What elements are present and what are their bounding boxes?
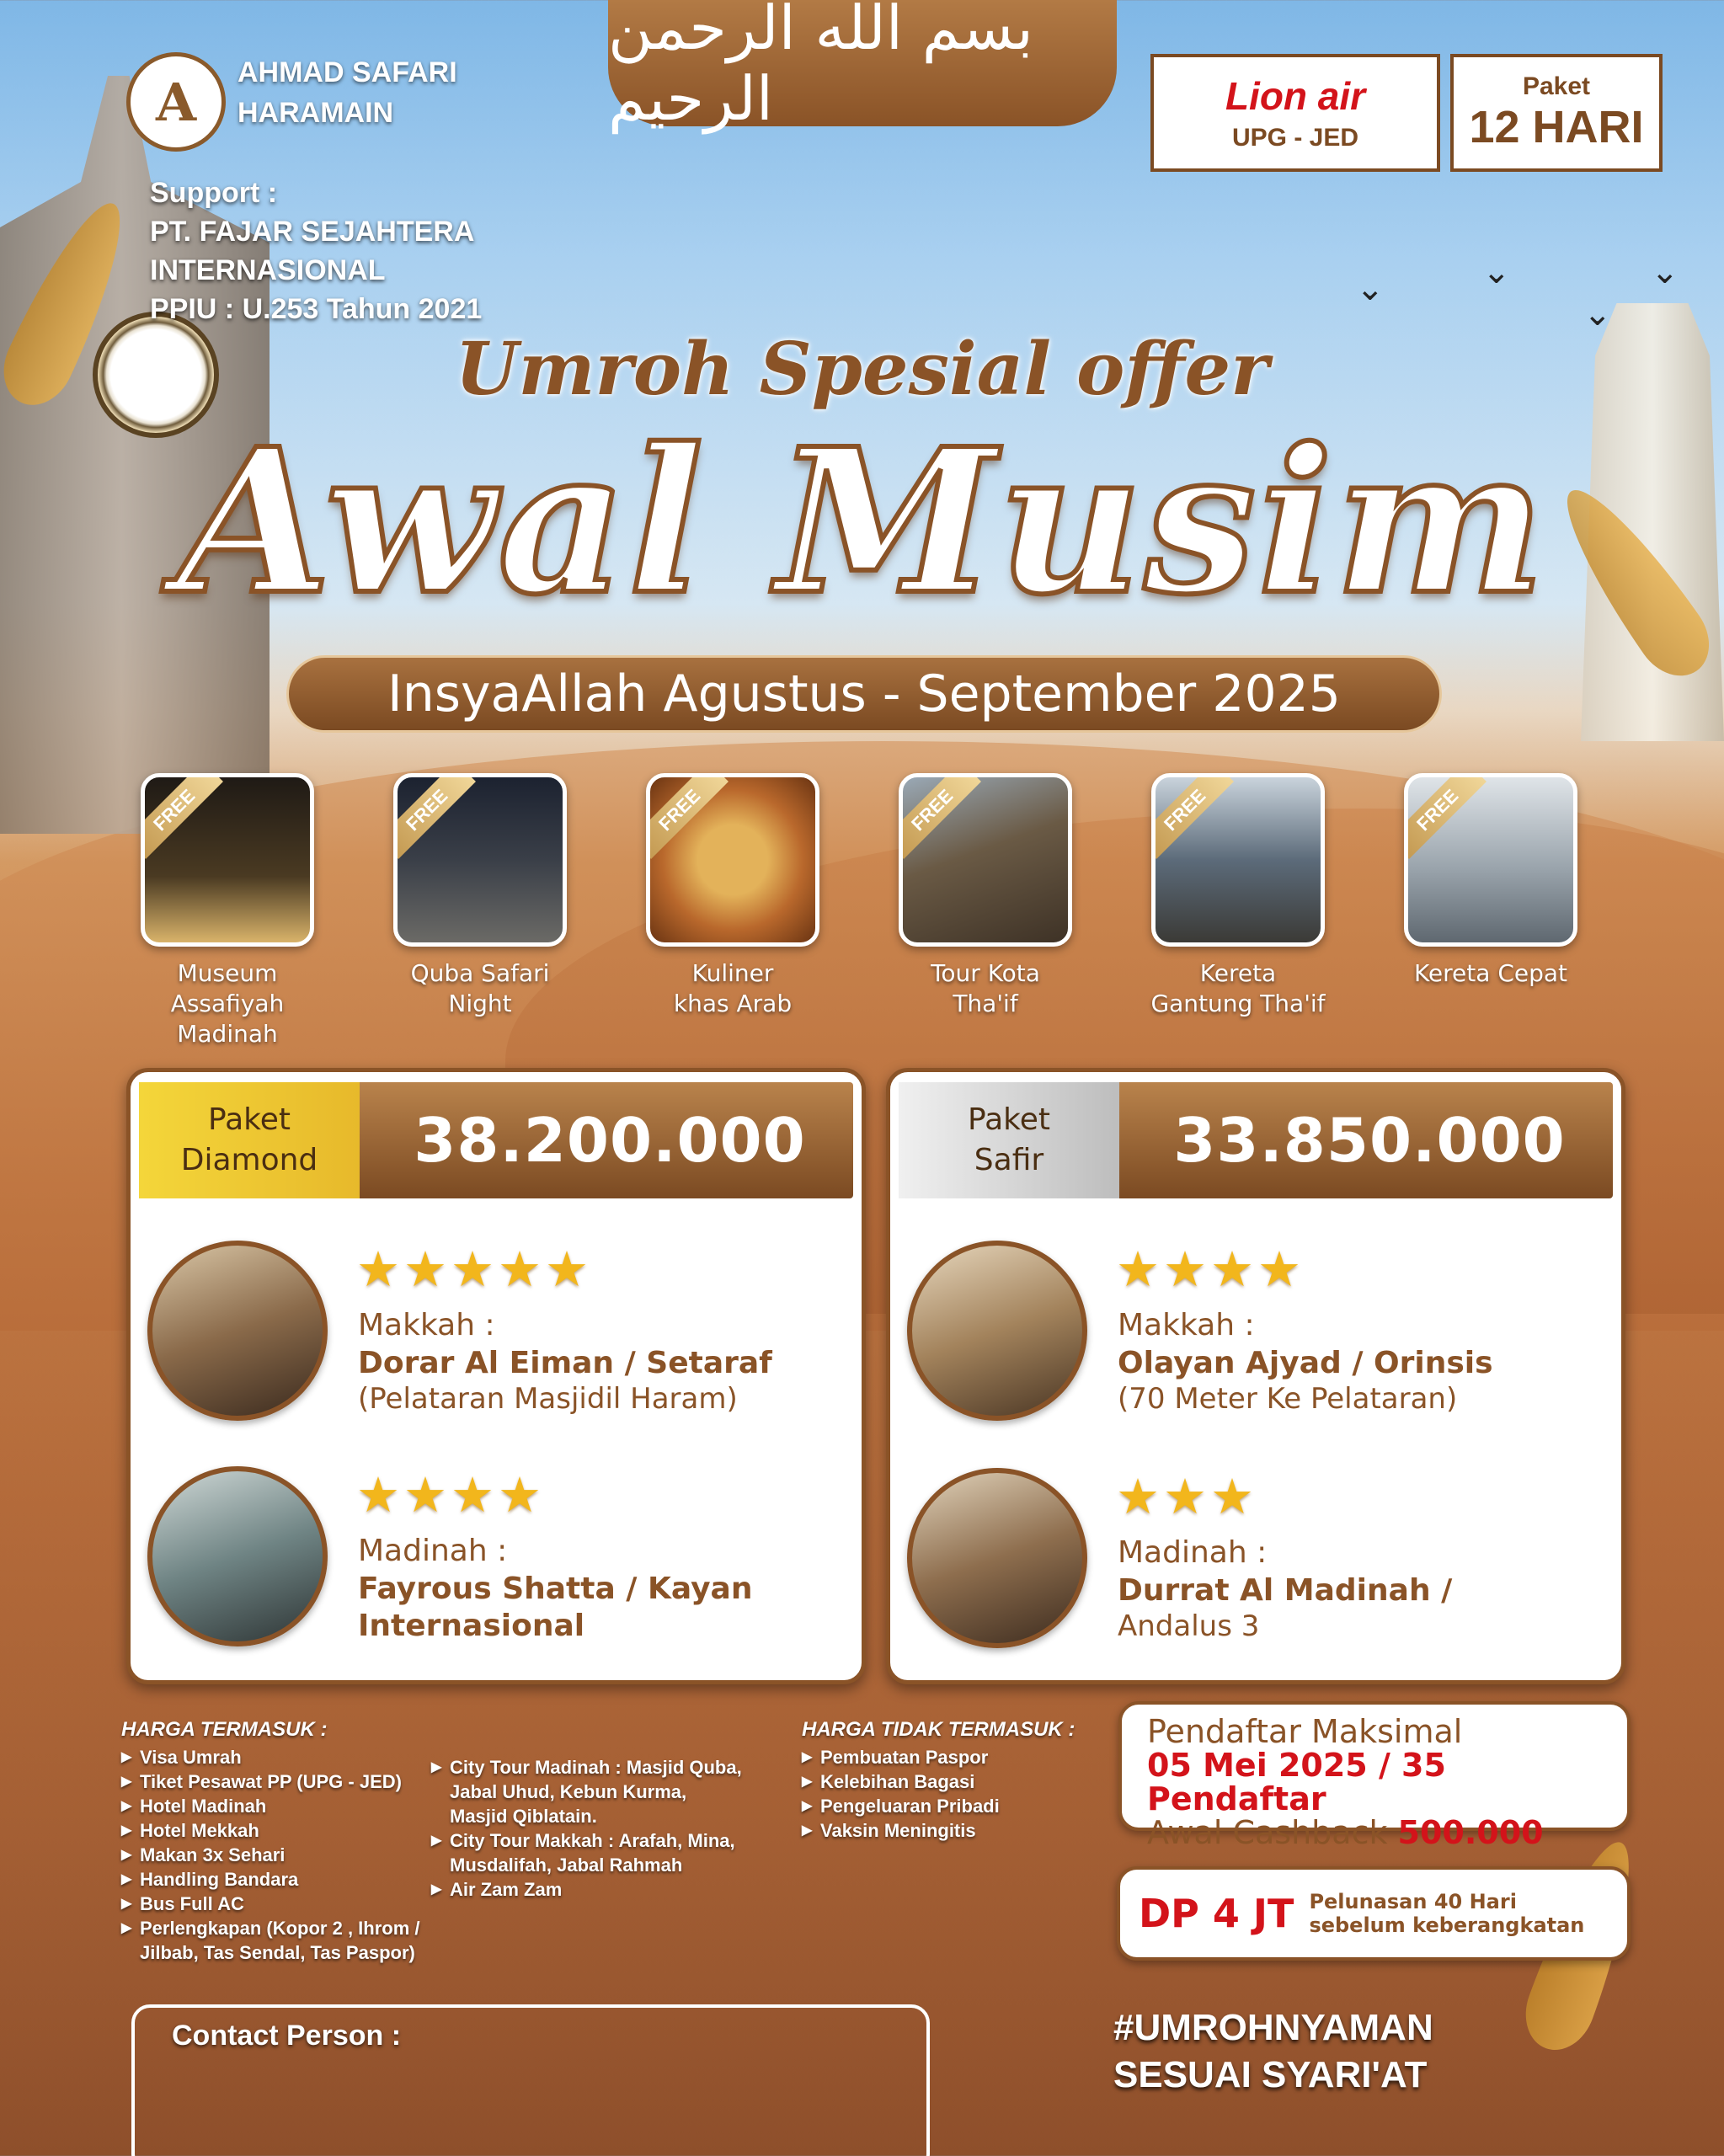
ppiu-license: PPIU : U.253 Tahun 2021 (150, 293, 483, 325)
brand-logo (126, 52, 226, 152)
hotel-room-icon (907, 1241, 1087, 1421)
price-bar (899, 1082, 1613, 1198)
feature-label: Kuliner khas Arab (673, 959, 793, 1017)
free-badge: FREE (646, 773, 729, 859)
logo-letter: A (155, 71, 197, 133)
list-item: ▶ City Tour Madinah : Masjid Quba, Jabal Uhud, Kebun Kurma, Masjid Qiblatain. (431, 1755, 768, 1828)
star-rating: ★★★★ (356, 1466, 545, 1524)
contact-title: Contact Person : (172, 2020, 402, 2052)
hotel-room-icon (147, 1466, 328, 1646)
bird-icon: ⌄ (1651, 253, 1679, 291)
hotel-makkah (147, 1241, 855, 1434)
support-company: PT. FAJAR SEJAHTERA INTERNASIONAL (150, 216, 475, 286)
hotel-room-icon (147, 1241, 328, 1421)
list-item: ▶ City Tour Makkah : Arafah, Mina, Musdalifah, Jabal Rahmah (431, 1828, 768, 1877)
cable-car-icon (1151, 773, 1325, 947)
museum-icon (141, 773, 314, 947)
feature-label: Kereta Gantung Tha'if (1150, 959, 1326, 1017)
free-features (118, 773, 1617, 1048)
hashtag: #UMROHNYAMAN SESUAI SYARI'AT (1113, 2007, 1433, 2095)
hotel-makkah (907, 1241, 1615, 1434)
train-icon (1404, 773, 1577, 947)
package-name: Paket Safir (899, 1082, 1119, 1198)
airline-logo: Lion air (1225, 74, 1366, 118)
list-item: ▶ Air Zam Zam (431, 1877, 768, 1902)
duration-box (1450, 54, 1663, 172)
feature-cable-car (1129, 773, 1348, 1019)
list-item: ▶ Makan 3x Sehari (121, 1843, 424, 1867)
star-rating: ★★★★★ (356, 1241, 592, 1298)
included-items-col2 (431, 1755, 768, 1902)
registration-box (1118, 1701, 1631, 1851)
duration-value: 12 HARI (1469, 102, 1644, 152)
list-item: ▶ Bus Full AC (121, 1892, 424, 1916)
package-card-safir (886, 1068, 1625, 1684)
package-price: 38.200.000 (414, 1105, 806, 1176)
dp-note: Pelunasan 40 Hari sebelum keberangkatan (1309, 1890, 1585, 1937)
free-badge: FREE (1404, 773, 1486, 859)
free-badge: FREE (899, 773, 981, 859)
package-price: 33.850.000 (1173, 1105, 1566, 1176)
flight-route: UPG - JED (1231, 124, 1359, 152)
hotel-name: Fayrous Shatta / Kayan Internasional (358, 1572, 753, 1643)
dp-amount: DP 4 JT (1139, 1891, 1294, 1936)
feature-label: Quba Safari Night (410, 959, 550, 1017)
contact-box (131, 2004, 930, 2156)
registration-deadline: 05 Mei 2025 / 35 Pendaftar (1147, 1747, 1446, 1817)
cashback-line (1147, 1816, 1602, 1849)
excluded-items (802, 1745, 1113, 1843)
dp-box (1117, 1866, 1631, 1961)
hotel-city: Madinah : (1118, 1535, 1268, 1570)
included-list (121, 1718, 424, 1965)
hotel-city: Makkah : (1118, 1308, 1255, 1342)
included-items-col1 (121, 1745, 424, 1965)
list-item: ▶ Perlengkapan (Kopor 2 , Ihrom / Jilbab, Tas Sendal, Tas Paspor) (121, 1916, 424, 1965)
support-label: Support : (150, 177, 278, 209)
list-item: ▶ Tiket Pesawat PP (UPG - JED) (121, 1769, 424, 1794)
list-item: ▶ Kelebihan Bagasi (802, 1769, 1113, 1794)
hotel-note: Andalus 3 (1118, 1609, 1260, 1643)
excluded-list (802, 1718, 1113, 1843)
feature-label: Museum Assafiyah Madinah (170, 959, 285, 1048)
night-plaza-icon (393, 773, 567, 947)
registration-label: Pendaftar Maksimal (1147, 1713, 1463, 1750)
list-item: ▶ Visa Umrah (121, 1745, 424, 1769)
airline-box (1150, 54, 1440, 172)
headline-title: Awal Musim (177, 404, 1547, 638)
bismillah-text: بسم الله الرحمن الرحيم (608, 0, 1033, 134)
list-item: ▶ Hotel Mekkah (121, 1818, 424, 1843)
list-item: ▶ Handling Bandara (121, 1867, 424, 1892)
feature-quba-night (371, 773, 590, 1019)
star-rating: ★★★ (1116, 1468, 1257, 1525)
list-item: ▶ Pembuatan Paspor (802, 1745, 1113, 1769)
mountain-road-icon (899, 773, 1072, 947)
duration-label: Paket (1522, 72, 1591, 100)
free-badge: FREE (141, 773, 223, 859)
hotel-madinah (147, 1466, 855, 1660)
list-item: ▶ Hotel Madinah (121, 1794, 424, 1818)
hotel-name: Dorar Al Eiman / Setaraf (358, 1346, 772, 1380)
hotel-name: Olayan Ajyad / Orinsis (1118, 1346, 1493, 1380)
support-block (150, 173, 482, 328)
brand-name: AHMAD SAFARI HARAMAIN (238, 56, 457, 129)
hotel-madinah (907, 1468, 1615, 1662)
hotel-note: (Pelataran Masjidil Haram) (358, 1382, 738, 1416)
excluded-title: HARGA TIDAK TERMASUK : (802, 1718, 1075, 1741)
feature-label: Kereta Cepat (1413, 959, 1568, 987)
hotel-city: Makkah : (358, 1308, 495, 1342)
included-title: HARGA TERMASUK : (121, 1718, 328, 1741)
headline-subtitle: Umroh Spesial offer (455, 327, 1269, 412)
food-icon (646, 773, 819, 947)
feature-taif-tour (876, 773, 1095, 1019)
travel-date-pill: InsyaAllah Agustus - September 2025 (286, 655, 1442, 733)
list-item: ▶ Pengeluaran Pribadi (802, 1794, 1113, 1818)
hotel-room-icon (907, 1468, 1087, 1648)
included-list-col2 (431, 1752, 768, 1902)
package-card-diamond (126, 1068, 866, 1684)
package-name: Paket Diamond (139, 1082, 360, 1198)
feature-label: Tour Kota Tha'if (931, 959, 1040, 1017)
hotel-city: Madinah : (358, 1534, 508, 1568)
hotel-name: Durrat Al Madinah / (1118, 1573, 1453, 1608)
price-bar (139, 1082, 853, 1198)
cashback-amount: 500.000 (1397, 1814, 1544, 1851)
feature-fast-train (1381, 773, 1600, 989)
list-item: ▶ Vaksin Meningitis (802, 1818, 1113, 1843)
bird-icon: ⌄ (1482, 253, 1511, 291)
bismillah-banner (608, 0, 1117, 134)
feature-museum (118, 773, 337, 1049)
bird-icon: ⌄ (1583, 295, 1612, 334)
hotel-note: (70 Meter Ke Pelataran) (1118, 1382, 1458, 1416)
feature-kuliner (623, 773, 842, 1019)
free-badge: FREE (393, 773, 476, 859)
cashback-label: Awal Cashback (1147, 1814, 1398, 1851)
free-badge: FREE (1151, 773, 1234, 859)
bird-icon: ⌄ (1356, 270, 1385, 308)
star-rating: ★★★★ (1116, 1241, 1305, 1298)
